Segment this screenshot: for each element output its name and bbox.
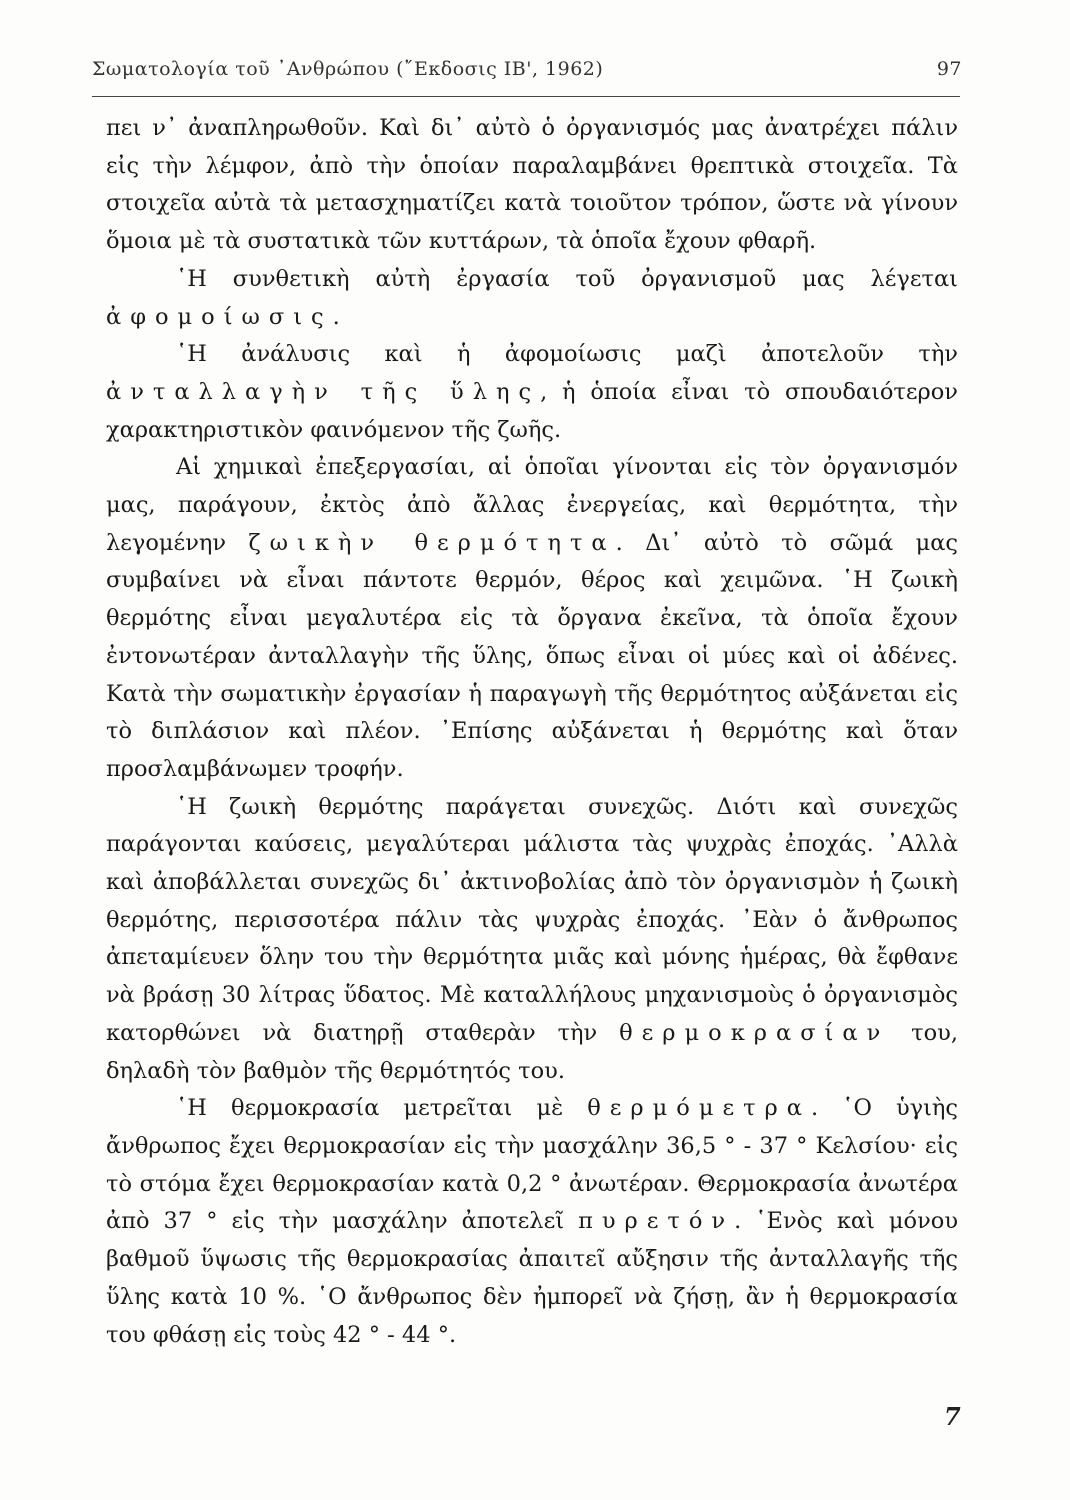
running-head	[92, 58, 962, 88]
paragraph-3	[106, 336, 958, 449]
body-text	[106, 110, 958, 1354]
paragraph-4	[106, 449, 958, 788]
paragraph-6-text: ῾Η θερμοκρασία μετρεῖται μὲ	[176, 1095, 588, 1122]
header-rule	[92, 96, 960, 97]
term-animal-heat: ζωικὴν θερμότητα	[248, 529, 616, 556]
paragraph-4-end: . Δι᾿ αὐτὸ τὸ σῶμά μας συμβαίνει νὰ εἶναι πάντοτε θερμόν, θέρος καὶ χειμῶνα. ῾Η ζωικὴ θερμότης εἶναι μεγαλυτέρα εἰς τὰ ὄργανα ἐκεῖνα, τὰ ὁποῖα ἔχουν ἐντονωτέραν ἀνταλλαγὴν τῆς ὕλης, ὅπως εἶναι οἱ μύες καὶ οἱ ἀδένες. Κατὰ τὴν σωματικὴν ἐργασίαν ἡ παραγωγὴ τῆς θερμότητος αὐξάνεται εἰς τὸ διπλάσιον καὶ πλέον. ᾿Επίσης αὐξάνεται ἡ θερμότης καὶ ὅταν προσλαμβάνωμεν τροφήν.	[106, 529, 958, 782]
term-temperature: θερμοκρασίαν	[619, 1019, 890, 1046]
page-number: 97	[936, 58, 962, 80]
paragraph-3-end: , ἡ ὁποία εἶναι τὸ σπουδαιότερον χαρακτηριστικὸν φαινόμενον τῆς ζωῆς.	[106, 378, 958, 443]
signature-mark: 7	[944, 1402, 961, 1431]
paragraph-6-middle: . ῾Ο ὑγιὴς ἄνθρωπος ἔχει θερμοκρασίαν εἰς τὴν μασχάλην 36,5 ° - 37 ° Κελσίου· εἰς τὸ στόμα ἔχει θερμοκρασίαν κατὰ 0,2 ° ἀνωτέραν. Θερμοκρασία ἀνωτέρα ἀπὸ 37 ° εἰς τὴν μασχάλην ἀποτελεῖ	[106, 1095, 958, 1235]
paragraph-1-text: πει ν᾿ ἀναπληρωθοῦν. Καὶ δι᾿ αὐτὸ ὁ ὀργανισμός μας ἀνατρέχει πάλιν εἰς τὴν λέμφον, ἀπὸ τὴν ὁποίαν παραλαμβάνει θρεπτικὰ στοιχεῖα. Τὰ στοιχεῖα αὐτὰ τὰ μετασχηματίζει κατὰ τοιοῦτον τρόπον, ὥστε νὰ γίνουν ὅμοια μὲ τὰ συστατικὰ τῶν κυττάρων, τὰ ὁποῖα ἔχουν φθαρῆ.	[106, 115, 958, 255]
paragraph-5-end: του, δηλαδὴ τὸν βαθμὸν τῆς θερμότητός του.	[106, 1019, 958, 1084]
term-assimilation: ἀφομοίωσις	[106, 303, 333, 330]
term-metabolism: ἀνταλλαγὴν τῆς ὕλης	[106, 378, 541, 405]
paragraph-5	[106, 789, 958, 1091]
paragraph-1	[106, 110, 958, 261]
paragraph-2-end: .	[332, 303, 340, 330]
running-title: Σωματολογία τοῦ ᾿Ανθρώπου (῎Εκδοσις ΙΒ', 1962)	[92, 58, 604, 80]
term-fever: πυρετόν	[578, 1208, 735, 1235]
paragraph-2	[106, 261, 958, 336]
paragraph-2-text: ῾Η συνθετικὴ αὐτὴ ἐργασία τοῦ ὀργανισμοῦ μας λέγεται	[176, 265, 958, 292]
paragraph-6	[106, 1090, 958, 1354]
paragraph-5-text: ῾Η ζωικὴ θερμότης παράγεται συνεχῶς. Διότι καὶ συνεχῶς παράγονται καύσεις, μεγαλύτεραι μάλιστα τὰς ψυχρὰς ἐποχάς. ᾿Αλλὰ καὶ ἀποβάλλεται συνεχῶς δι᾿ ἀκτινοβολίας ἀπὸ τὸν ὀργανισμὸν ἡ ζωικὴ θερμότης, περισσοτέρα πάλιν τὰς ψυχρὰς ἐποχάς. ᾿Εὰν ὁ ἄνθρωπος ἀπεταμίευεν ὅλην του τὴν θερμότητα μιᾶς καὶ μόνης ἡμέρας, θὰ ἔφθανε νὰ βράσῃ 30 λίτρας ὕδατος. Μὲ καταλλήλους μηχανισμοὺς ὁ ὀργανισμὸς κατορθώνει νὰ διατηρῇ σταθερὰν τὴν	[106, 793, 958, 1046]
term-thermometers: θερμόμετρα	[587, 1095, 811, 1122]
paragraph-3-text: ῾Η ἀνάλυσις καὶ ἡ ἀφομοίωσις μαζὶ ἀποτελοῦν τὴν	[176, 341, 958, 368]
paragraph-6-end: . ῾Ενὸς καὶ μόνου βαθμοῦ ὕψωσις τῆς θερμοκρασίας ἀπαιτεῖ αὔξησιν τῆς ἀνταλλαγῆς τῆς ὕλης κατὰ 10 %. ῾Ο ἄνθρωπος δὲν ἠμπορεῖ νὰ ζήσῃ, ἂν ἡ θερμοκρασία του φθάσῃ εἰς τοὺς 42 ° - 44 °.	[106, 1208, 958, 1348]
paragraph-4-text: Αἱ χημικαὶ ἐπεξεργασίαι, αἱ ὁποῖαι γίνονται εἰς τὸν ὀργανισμόν μας, παράγουν, ἐκτὸς ἀπὸ ἄλλας ἐνεργείας, καὶ θερμότητα, τὴν λεγομένην	[106, 454, 958, 556]
